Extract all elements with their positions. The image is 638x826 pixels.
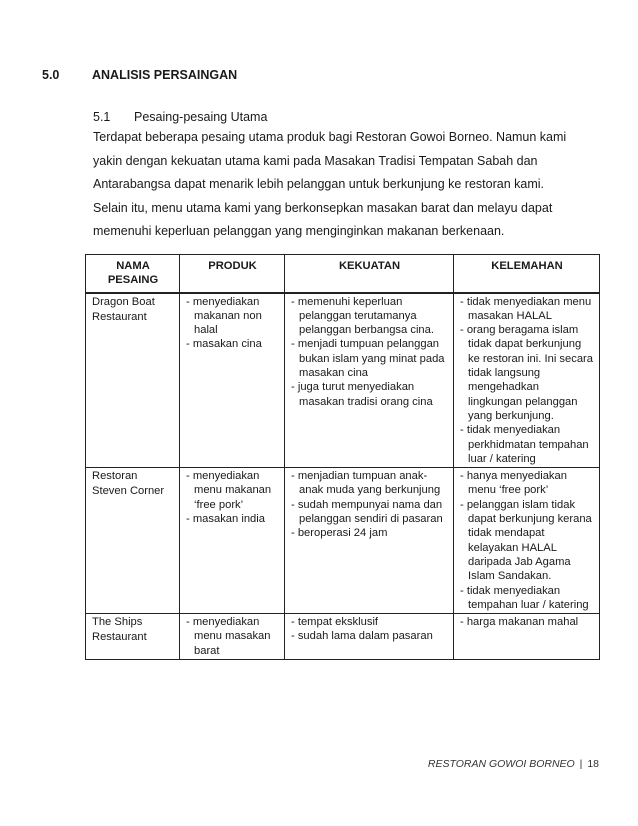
section-title: ANALISIS PERSAINGAN bbox=[92, 68, 238, 82]
cell-produk bbox=[180, 293, 285, 468]
cell-kekuatan bbox=[285, 614, 454, 660]
list-item: - orang beragama islam tidak dapat berkunjung ke restoran ini. Ini secara tidak langsung mengehadkan lingkungan pelanggan yang berkunjung. bbox=[460, 324, 593, 422]
header-nama-pesaing: NAMA PESAING bbox=[86, 255, 180, 293]
cell-kekuatan bbox=[285, 468, 454, 614]
list-item: - menyediakan menu makanan ‘free pork’ bbox=[186, 470, 272, 511]
cell-kelemahan bbox=[454, 293, 600, 468]
cell-name bbox=[86, 614, 180, 660]
list-item: - tidak menyediakan tempahan luar / katering bbox=[460, 584, 589, 611]
footer-separator: | bbox=[579, 758, 583, 770]
subsection-title: Pesaing-pesaing Utama bbox=[134, 110, 268, 124]
list-item: - tidak menyediakan perkhidmatan tempahan luar / katering bbox=[460, 424, 589, 465]
subsection-number: 5.1 bbox=[93, 110, 111, 124]
cell-kelemahan bbox=[454, 468, 600, 614]
cell-name bbox=[86, 293, 180, 468]
table-row bbox=[86, 614, 600, 660]
cell-kekuatan bbox=[285, 293, 454, 468]
section-heading bbox=[42, 68, 237, 82]
intro-paragraph bbox=[93, 126, 603, 244]
list-item: - menyediakan menu masakan barat bbox=[186, 616, 271, 657]
list-item: - pelanggan islam tidak dapat berkunjung kerana tidak mendapat kelayakan HALAL daripada Jab Agama Islam Sandakan. bbox=[460, 498, 592, 583]
list-item: - sudah lama dalam pasaran bbox=[291, 630, 433, 643]
section-number: 5.0 bbox=[42, 68, 60, 82]
paragraph-line: yakin dengan kekuatan utama kami pada Masakan Tradisi Tempatan Sabah dan bbox=[93, 153, 538, 168]
paragraph-line: memenuhi keperluan pelanggan yang menginginkan makanan berkenaan. bbox=[93, 224, 505, 238]
cell-kelemahan bbox=[454, 614, 600, 660]
cell-name bbox=[86, 468, 180, 614]
competitor-name: Dragon Boat Restaurant bbox=[92, 295, 155, 323]
list-item: - hanya menyediakan menu ‘free pork’ bbox=[460, 470, 567, 497]
list-item: - menyediakan makanan non halal bbox=[186, 295, 262, 337]
header-kelemahan: KELEMAHAN bbox=[454, 255, 600, 293]
table-row bbox=[86, 468, 600, 614]
list-item: - memenuhi keperluan pelanggan terutamanya pelanggan berbangsa cina. bbox=[291, 295, 434, 337]
competitor-name: The Ships Restaurant bbox=[92, 616, 147, 644]
header-kekuatan: KEKUATAN bbox=[285, 255, 454, 293]
cell-produk bbox=[180, 614, 285, 660]
footer-label: RESTORAN GOWOI BORNEO bbox=[427, 758, 575, 770]
page-number: 18 bbox=[587, 758, 599, 770]
paragraph-line: Selain itu, menu utama kami yang berkonsepkan masakan barat dan melayu dapat bbox=[93, 200, 553, 215]
list-item: - tempat eksklusif bbox=[291, 616, 379, 629]
table-header-row bbox=[86, 255, 600, 293]
list-item: - harga makanan mahal bbox=[460, 616, 579, 629]
competitor-table bbox=[85, 254, 600, 660]
list-item: - beroperasi 24 jam bbox=[291, 527, 388, 540]
list-item: - tidak menyediakan menu masakan HALAL bbox=[460, 295, 592, 322]
list-item: - masakan india bbox=[186, 513, 265, 526]
list-item: - sudah mempunyai nama dan pelanggan sendiri di pasaran bbox=[291, 498, 443, 526]
list-item: - juga turut menyediakan masakan tradisi orang cina bbox=[291, 381, 433, 408]
competitor-name: Restoran Steven Corner bbox=[92, 470, 165, 498]
list-item: - menjadi tumpuan pelanggan bukan islam yang minat pada masakan cina bbox=[291, 338, 445, 380]
cell-produk bbox=[180, 468, 285, 614]
table-row bbox=[86, 293, 600, 468]
paragraph-line: Terdapat beberapa pesaing utama produk bagi Restoran Gowoi Borneo. Namun kami bbox=[93, 130, 567, 144]
list-item: - masakan cina bbox=[186, 338, 262, 351]
header-produk: PRODUK bbox=[180, 255, 285, 293]
paragraph-line: Antarabangsa dapat menarik lebih pelanggan untuk berkunjung ke restoran kami. bbox=[93, 177, 544, 191]
subsection-heading bbox=[93, 110, 267, 124]
page-footer bbox=[428, 758, 599, 770]
list-item: - menjadian tumpuan anak-anak muda yang berkunjung bbox=[291, 470, 441, 497]
